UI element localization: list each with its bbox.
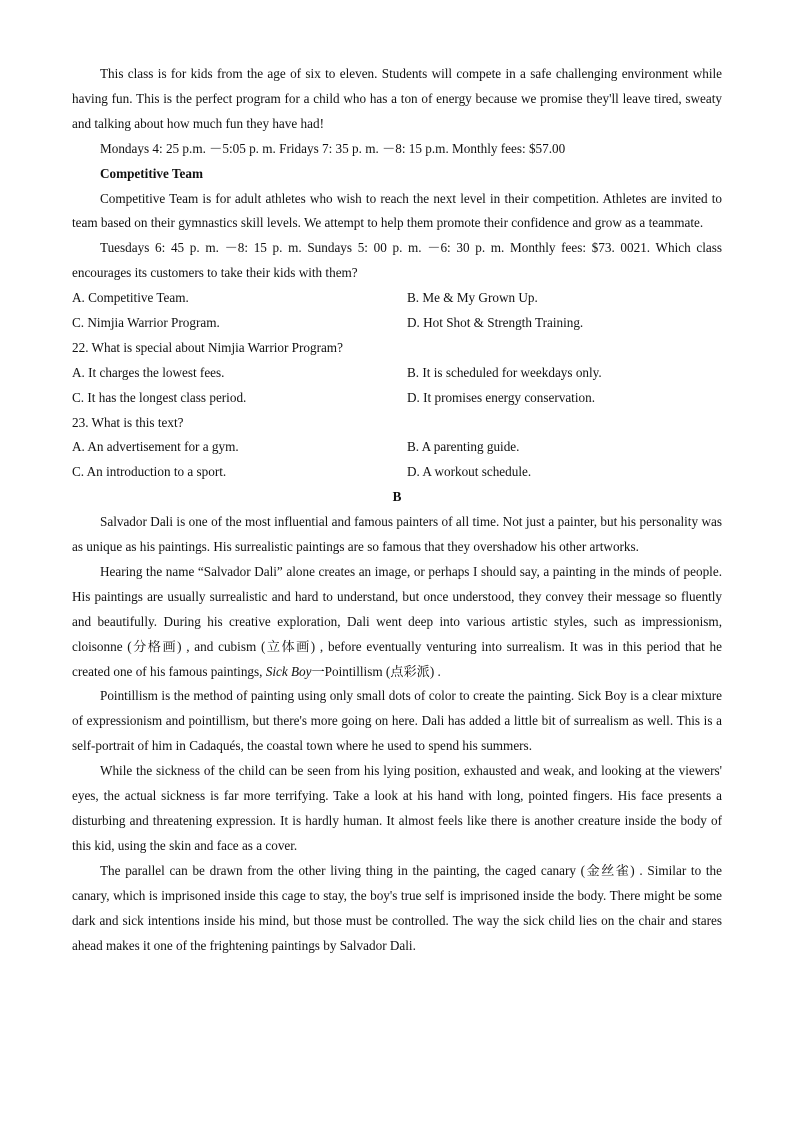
q23-option-d: D. A workout schedule. [407, 464, 532, 480]
document-page [72, 62, 722, 958]
q22-option-d: D. It promises energy conservation. [407, 389, 595, 405]
question-23: 23. What is this text? [72, 414, 184, 430]
q23-options-row-1 [72, 435, 722, 460]
heading-competitive-team: Competitive Team [100, 165, 203, 181]
q21-option-c: C. Nimjia Warrior Program. [72, 315, 220, 331]
q23-option-b: B. A parenting guide. [407, 439, 520, 455]
painting-title-sick-boy: Sick Boy [265, 663, 312, 679]
q22-options-row-2 [72, 386, 722, 411]
q21-options-row-2 [72, 311, 722, 336]
paragraph-dali-styles [72, 560, 722, 685]
paragraph-sickness: While the sickness of the child can be seen from his lying position, exhausted and weak, and looking at the viewers' eyes, the actual sickness is far more terrifying. Take a look at his hand with long, pointed fingers. His face presents a disturbing and threatening expression. It is hardly human. It almost feels like there is another creature inside the body of this kid, using the skin and face as a cover. [72, 763, 722, 853]
paragraph-dali-styles-end: 一Pointillism (点彩派) . [311, 663, 441, 679]
paragraph-pointillism: Pointillism is the method of painting using only small dots of color to create the painting. Sick Boy is a clear mixture of expressionism and pointillism, but there's more going on here. Dali has added a little bit of surrealism as well. This is a self-portrait of him in Cadaqués, the coastal town where he used to spend his summers. [72, 688, 722, 754]
schedule-and-question-21: Tuesdays 6: 45 p. m. －8: 15 p. m. Sundays 5: 00 p. m. －6: 30 p. m. Monthly fees: $73. 0021. Which class encourages its customers to take their kids with them? [72, 240, 722, 281]
question-22: 22. What is special about Nimjia Warrior Program? [72, 339, 343, 355]
q23-option-a: A. An advertisement for a gym. [72, 439, 239, 455]
q21-option-d: D. Hot Shot & Strength Training. [407, 315, 584, 331]
paragraph-dali-intro: Salvador Dali is one of the most influential and famous painters of all time. Not just a painter, but his personality was as unique as his paintings. His surrealistic paintings are so famous that they overshadow his other artworks. [72, 514, 722, 555]
paragraph-canary: The parallel can be drawn from the other living thing in the painting, the caged canary (金丝雀) . Similar to the canary, which is imprisoned inside this cage to stay, the boy's true self is imprisoned inside the body. There might be some dark and sick intentions inside his mind, but those must be controlled. The way the sick child lies on the chair and stares ahead makes it one of the frightening paintings by Salvador Dali. [72, 862, 722, 953]
paragraph-competitive-team: Competitive Team is for adult athletes who wish to reach the next level in their competition. Athletes are invited to team based on their gymnastics skill levels. We attempt to help them promote their confidence and grow as a teammate. [72, 190, 722, 231]
q22-option-b: B. It is scheduled for weekdays only. [407, 364, 602, 380]
paragraph-dali-styles-text: Hearing the name “Salvador Dali” alone creates an image, or perhaps I should say, a painting in the minds of people. His paintings are usually surrealistic and hard to understand, but once understood, they convey their message so fluently and beautifully. During his creative exploration, Dali went deep into various artistic styles, such as impressionism, cloisonne (分格画) , and cubism (立体画) , before eventually venturing into surrealism. It was in this period that he created one of his famous paintings, [72, 563, 722, 679]
schedule-line-1: Mondays 4: 25 p.m. －5:05 p. m. Fridays 7: 35 p. m. －8: 15 p.m. Monthly fees: $57.00 [100, 140, 566, 156]
q22-options-row-1 [72, 361, 722, 386]
q21-option-a: A. Competitive Team. [72, 290, 189, 306]
q21-option-b: B. Me & My Grown Up. [407, 290, 538, 306]
section-b-label: B [392, 489, 402, 505]
q23-option-c: C. An introduction to a sport. [72, 464, 227, 480]
q22-option-a: A. It charges the lowest fees. [72, 364, 225, 380]
q21-options-row-1 [72, 286, 722, 311]
paragraph-class-description: This class is for kids from the age of six to eleven. Students will compete in a safe challenging environment while having fun. This is the perfect program for a child who has a ton of energy because we promise they'll leave tired, sweaty and talking about how much fun they have had! [72, 66, 722, 131]
q22-option-c: C. It has the longest class period. [72, 389, 247, 405]
q23-options-row-2 [72, 460, 722, 485]
